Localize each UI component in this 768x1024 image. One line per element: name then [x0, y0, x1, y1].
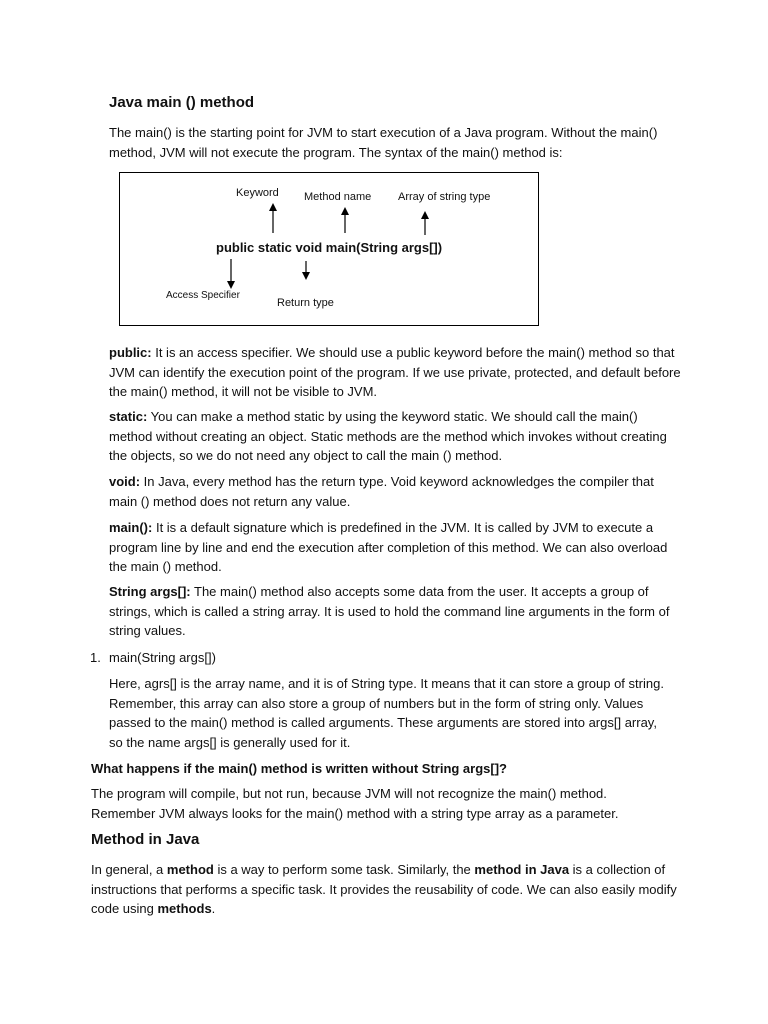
final-paragraph [91, 860, 681, 919]
access-specifier-label: Access Specifier [166, 290, 240, 301]
method-name-arrowhead [341, 207, 349, 215]
return-type-label: Return type [277, 297, 334, 309]
term-label: static: [109, 409, 148, 424]
term-label: void: [109, 474, 141, 489]
term-label: main(): [109, 520, 153, 535]
page-title: Java main () method [109, 94, 255, 111]
final-text-1: In general, a [91, 862, 167, 877]
array-arrowhead [421, 211, 429, 219]
final-bold-2: method in Java [474, 862, 570, 877]
term-string-args [109, 582, 679, 641]
term-main [109, 518, 679, 577]
method-signature: public static void main(String args[]) [216, 240, 443, 255]
question-heading: What happens if the main() method is written without String args[]? [91, 761, 507, 776]
list-paragraph: Here, agrs[] is the array name, and it is of String type. It means that it can store a group of string. Remember, this array can also store a group of numbers but in the form of string only. Values passed to the main() method is called arguments. These arguments are stored into args[] array, so the name args[] is generally used for it. [109, 676, 664, 750]
answer-paragraph: The program will compile, but not run, because JVM will not recognize the main() method. Remember JVM always looks for the main() method with a string type array as a parameter. [91, 786, 619, 821]
method-name-label: Method name [304, 191, 372, 203]
term-text: The main() method also accepts some data from the user. It accepts a group of strings, which is called a string array. It is used to hold the command line arguments in the form of string values. [109, 584, 670, 638]
array-label: Array of string type [398, 191, 491, 203]
section-title: Method in Java [91, 831, 200, 848]
term-text: It is a default signature which is predefined in the JVM. It is called by JVM to execute a program line by line and end the execution after completion of this method. We can also overload the main () method. [109, 520, 668, 574]
intro-paragraph: The main() is the starting point for JVM to start execution of a Java program. Without the main() method, JVM will not execute the program. The syntax of the main() method is: [109, 125, 658, 160]
term-label: public: [109, 345, 152, 360]
final-bold-1: method [166, 862, 214, 877]
term-text: In Java, every method has the return type. Void keyword acknowledges the compiler that main () method does not return any value. [109, 474, 654, 509]
list-number: 1. [90, 650, 101, 665]
term-text: It is an access specifier. We should use a public keyword before the main() method so that JVM can identify the execution point of the program. If we use private, protected, and default before the main() method, it will not be visible to JVM. [109, 345, 681, 399]
final-text-4: . [211, 901, 216, 916]
syntax-diagram [119, 172, 539, 326]
term-text: You can make a method static by using the keyword static. We should call the main() method without creating an object. Static methods are the method which invokes without creating the objects, so we do not need any object to call the main () method. [109, 409, 667, 463]
term-static [109, 407, 679, 466]
access-arrowhead [227, 281, 235, 289]
list-text: main(String args[]) [109, 650, 216, 665]
term-void [109, 472, 679, 511]
term-label: String args[]: [109, 584, 191, 599]
final-text-3: is a collection of instructions that performs a specific task. It provides the reusability of code. We can also easily modify code using [91, 862, 677, 916]
final-bold-3: methods [157, 901, 212, 916]
final-text-2: is a way to perform some task. Similarly, the [213, 862, 475, 877]
keyword-label: Keyword [236, 187, 279, 199]
return-arrowhead [302, 272, 310, 280]
term-public [109, 343, 681, 402]
numbered-list-item [90, 648, 216, 668]
keyword-arrowhead [269, 203, 277, 211]
